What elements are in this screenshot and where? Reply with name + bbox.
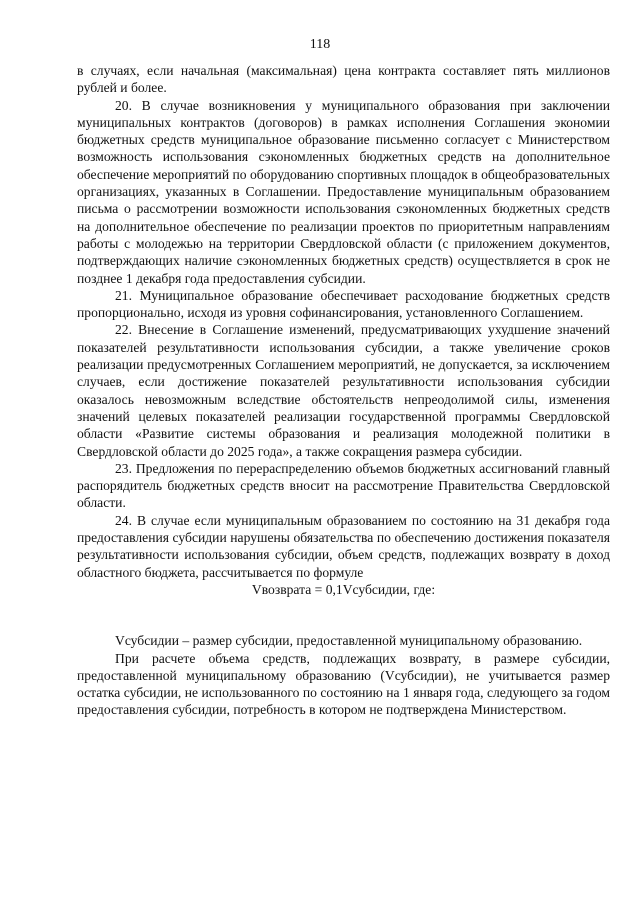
paragraph-item-24: 24. В случае если муниципальным образованием по состоянию на 31 декабря года предоставления субсидии нарушены обязательства по обеспечению достижения показателя результативности использования субсидии, объем средств, подлежащих возврату в доход областного бюджета, рассчитывается по формуле — [77, 512, 610, 580]
paragraph-item-23: 23. Предложения по перераспределению объемов бюджетных ассигнований главный распорядитель бюджетных средств вносит на рассмотрение Правительства Свердловской области. — [77, 460, 610, 511]
paragraph-final: При расчете объема средств, подлежащих возврату, в размере субсидии, предоставленной муниципальному образованию (Vсубсидии), не учитывается размер остатка субсидии, не использованного по состоянию на 1 января года, следующего за годом предоставления субсидии, потребность в котором не подтверждена Министерством. — [77, 650, 610, 718]
formula: Vвозврата = 0,1Vсубсидии, где: — [251, 581, 436, 597]
paragraph-continuation: в случаях, если начальная (максимальная) цена контракта составляет пять миллионов рублей и более. — [77, 63, 610, 96]
page-number: 118 — [309, 37, 331, 52]
paragraph-item-21: 21. Муниципальное образование обеспечивает расходование бюджетных средств пропорционально, исходя из уровня софинансирования, установленного Соглашением. — [77, 287, 610, 321]
document-body — [77, 62, 610, 719]
paragraph-item-20: 20. В случае возникновения у муниципального образования при заключении муниципальных контрактов (договоров) в рамках исполнения Соглашения экономии бюджетных средств муниципальное образование письменно согласует с Министерством возможность использования сэкономленных бюджетных средств на дополнительное обеспечение мероприятий по оборудованию спортивных площадок в общеобразовательных организациях, указанных в Соглашении. Предоставление муниципальным образованием письма о рассмотрении возможности использования сэкономленных бюджетных средств на дополнительное обеспечение по реализации проектов по приоритетным направлениям работы с молодежью на территории Свердловской области (с приложением документов, подтверждающих наличие сэкономленных бюджетных средств) осуществляется в срок не позднее 1 декабря года предоставления субсидии. — [77, 97, 610, 286]
formula-definition: Vсубсидии – размер субсидии, предоставленной муниципальному образованию. — [115, 633, 583, 649]
paragraph-item-22: 22. Внесение в Соглашение изменений, предусматривающих ухудшение значений показателей результативности использования субсидии, а также увеличение сроков реализации предусмотренных Соглашением мероприятий, не допускается, за исключением случаев, если достижение показателей результативности использования субсидии оказалось невозможным вследствие обстоятельств непреодолимой силы, изменения значений целевых показателей реализации государственной программы Свердловской области «Развитие системы образования и реализация молодежной политики в Свердловской области до 2025 года», а также сокращения размера субсидии. — [77, 322, 610, 459]
